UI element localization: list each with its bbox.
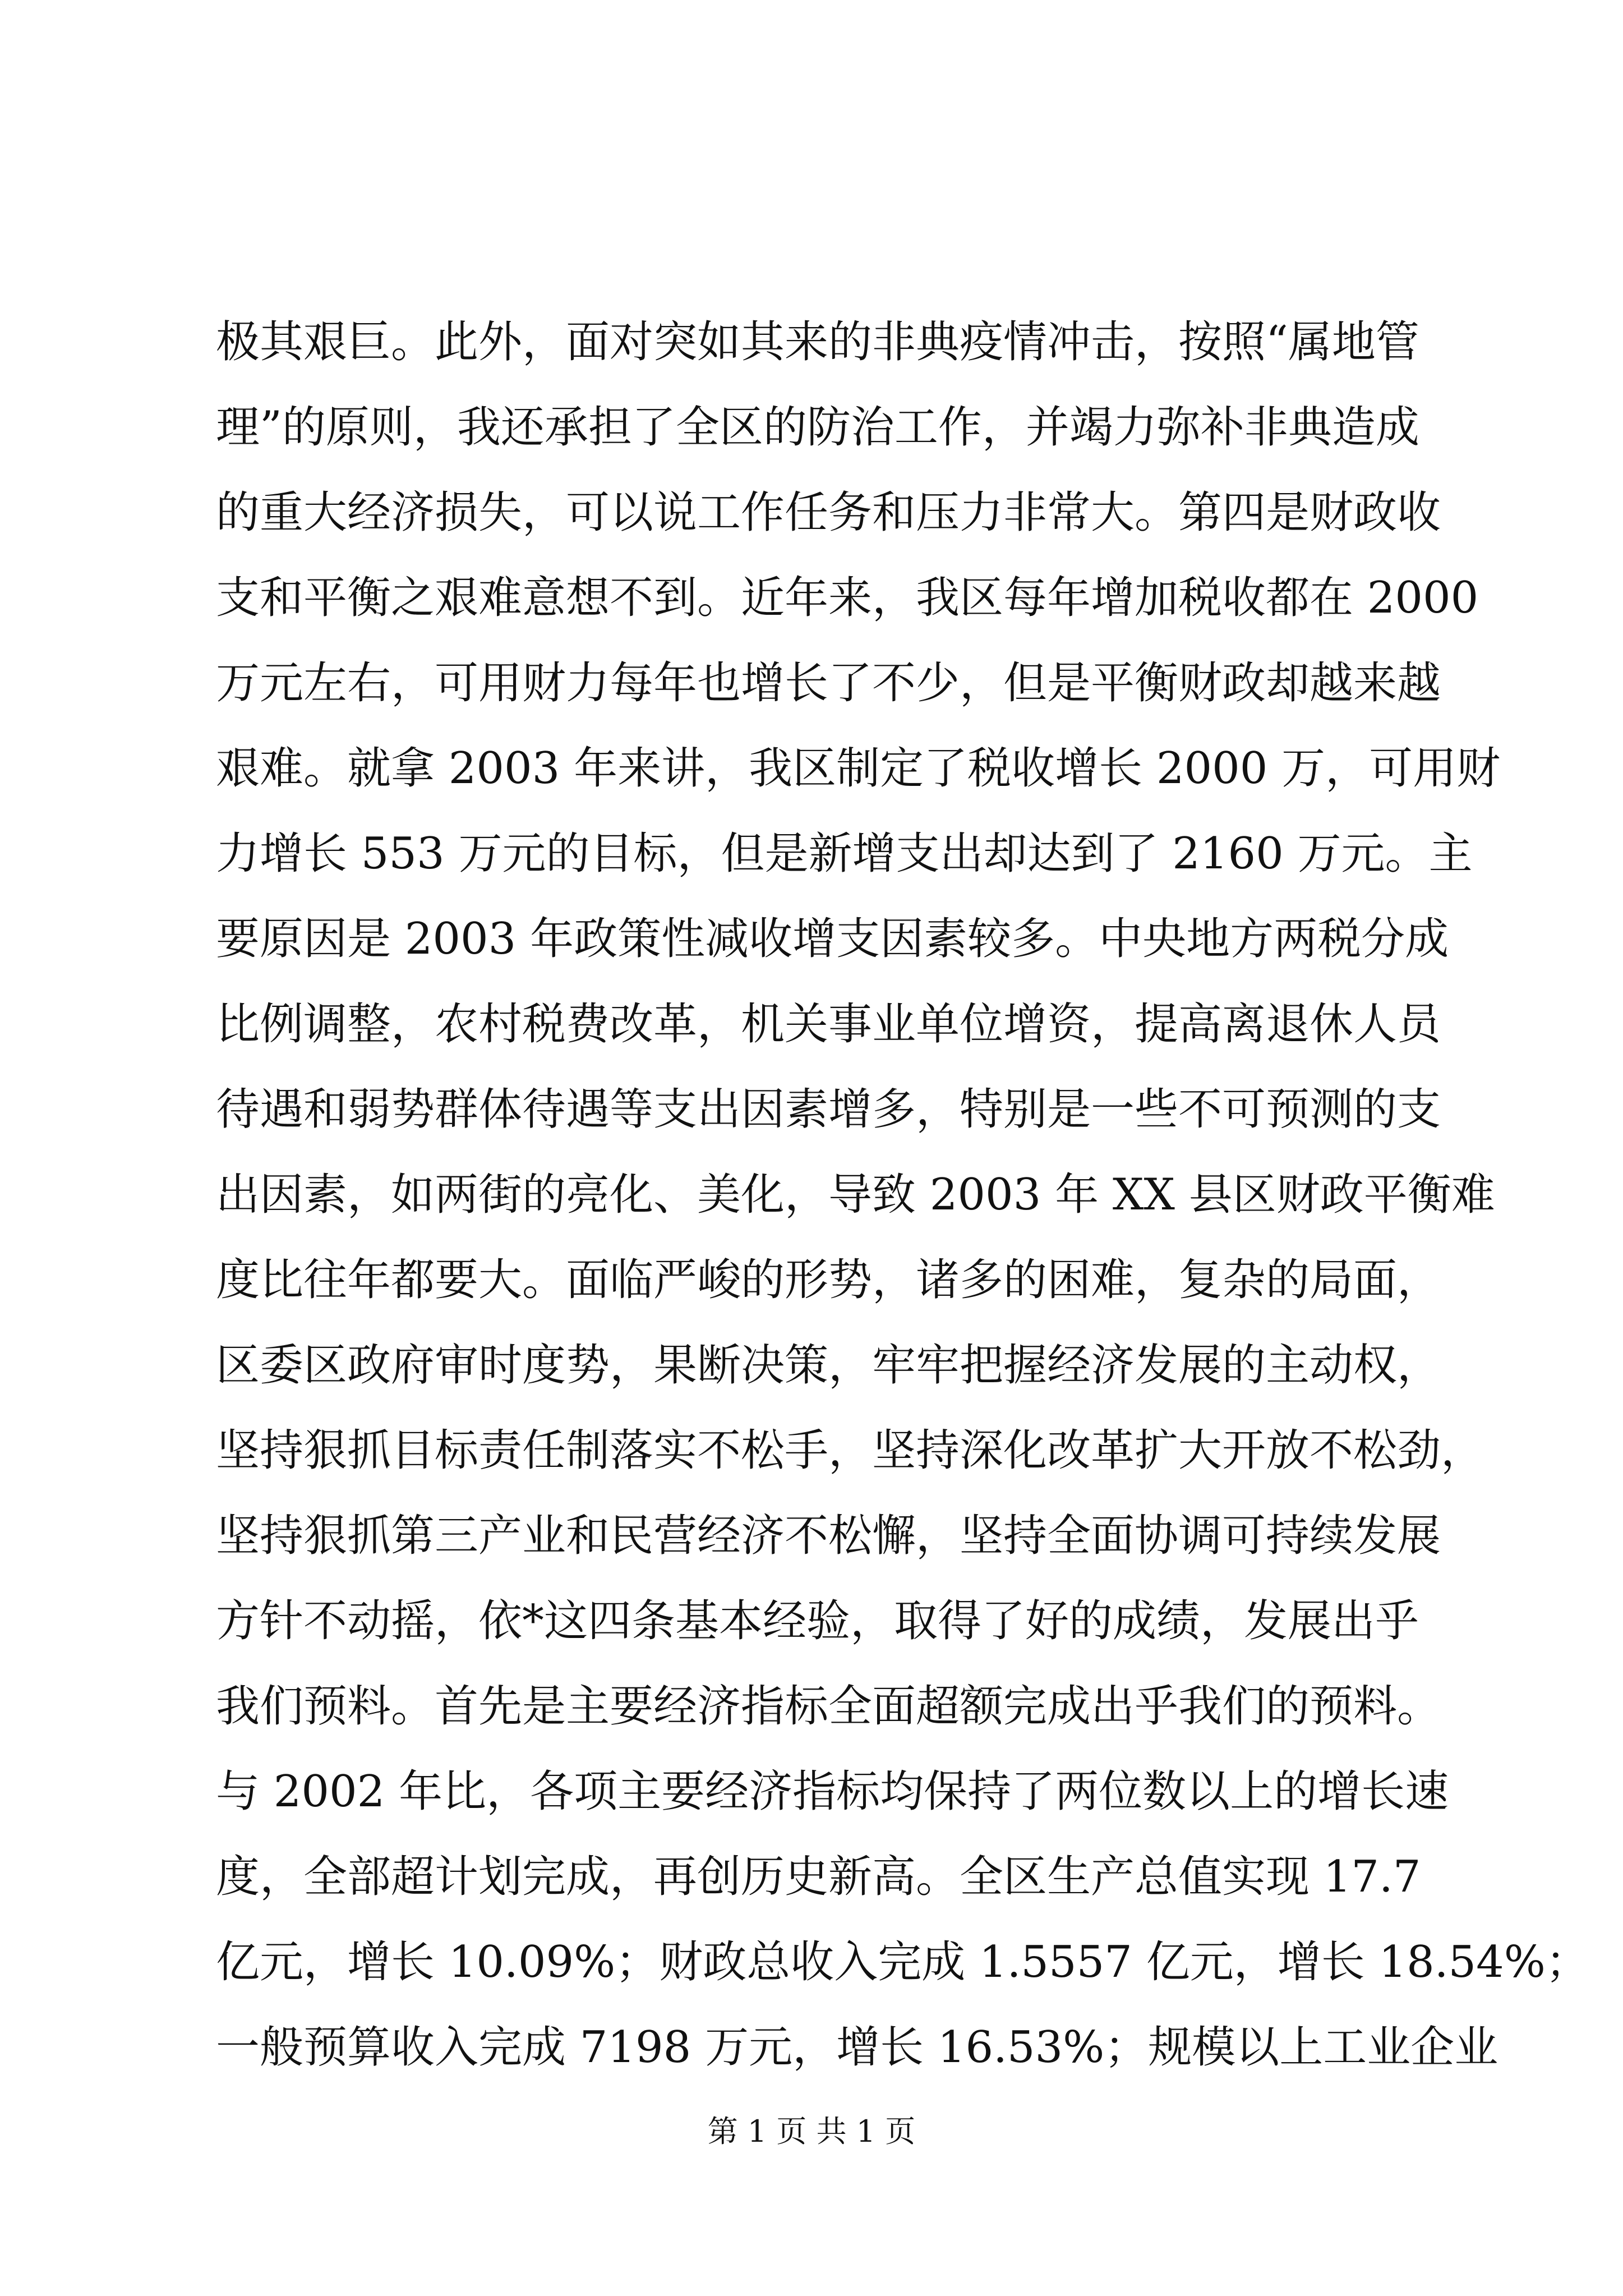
text-line: 方针不动摇，依*这四条基本经验，取得了好的成绩，发展出乎 bbox=[216, 1596, 1419, 1646]
text-line: 极其艰巨。此外，面对突如其来的非典疫情冲击，按照“属地管 bbox=[216, 317, 1419, 367]
document-body bbox=[216, 300, 1589, 2090]
page-footer: 第 1 页 共 1 页 bbox=[707, 2114, 916, 2149]
text-line: 坚持狠抓第三产业和民营经济不松懈，坚持全面协调可持续发展 bbox=[216, 1511, 1441, 1561]
text-line: 万元左右，可用财力每年也增长了不少，但是平衡财政却越来越 bbox=[216, 658, 1441, 708]
text-line: 坚持狠抓目标责任制落实不松手，坚持深化改革扩大开放不松劲， bbox=[216, 1425, 1485, 1476]
text-line: 亿元，增长 10.09%；财政总收入完成 1.5557 亿元，增长 18.54%； bbox=[216, 1937, 1589, 1987]
text-line: 度，全部超计划完成，再创历史新高。全区生产总值实现 17.7 bbox=[216, 1852, 1421, 1902]
text-line: 出因素，如两街的亮化、美化，导致 2003 年 XX 县区财政平衡难 bbox=[216, 1170, 1495, 1220]
text-line: 区委区政府审时度势，果断决策，牢牢把握经济发展的主动权， bbox=[216, 1340, 1441, 1391]
text-line: 一般预算收入完成 7198 万元，增长 16.53%；规模以上工业企业 bbox=[216, 2022, 1498, 2073]
text-line: 支和平衡之艰难意想不到。近年来，我区每年增加税收都在 2000 bbox=[216, 573, 1479, 623]
text-line: 比例调整，农村税费改革，机关事业单位增资，提高离退休人员 bbox=[216, 999, 1441, 1050]
text-line: 要原因是 2003 年政策性减收增支因素较多。中央地方两税分成 bbox=[216, 914, 1449, 964]
text-line: 艰难。就拿 2003 年来讲，我区制定了税收增长 2000 万，可用财 bbox=[216, 743, 1501, 794]
text-line: 的重大经济损失，可以说工作任务和压力非常大。第四是财政收 bbox=[216, 487, 1441, 538]
text-line: 我们预料。首先是主要经济指标全面超额完成出乎我们的预料。 bbox=[216, 1681, 1441, 1732]
text-line: 理”的原则，我还承担了全区的防治工作，并竭力弥补非典造成 bbox=[216, 402, 1419, 453]
text-line: 与 2002 年比，各项主要经济指标均保持了两位数以上的增长速 bbox=[216, 1766, 1449, 1817]
text-line: 度比往年都要大。面临严峻的形势，诸多的困难，复杂的局面， bbox=[216, 1255, 1441, 1305]
text-line: 力增长 553 万元的目标，但是新增支出却达到了 2160 万元。主 bbox=[216, 829, 1473, 879]
text-line: 待遇和弱势群体待遇等支出因素增多，特别是一些不可预测的支 bbox=[216, 1084, 1441, 1135]
